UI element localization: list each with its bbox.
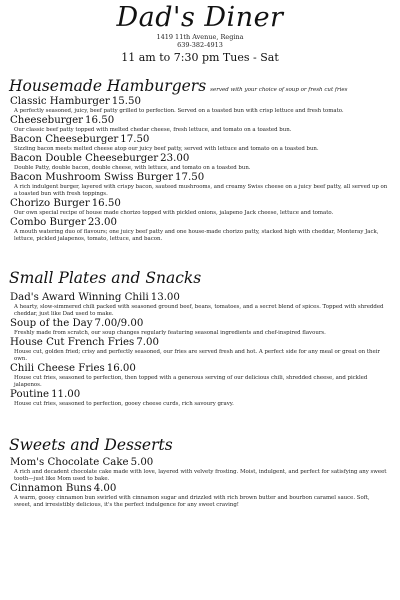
item-name: Bacon Cheeseburger	[10, 134, 119, 145]
item-description: A rich indulgent burger, layered with crispy bacon, sauteed mushrooms, and creamy Swiss cheese on a juicy beef patty, all served up on a toasted bun with fresh toppings.	[14, 184, 388, 197]
menu-item	[0, 172, 400, 198]
item-price: 7.00	[136, 337, 159, 348]
item-price: 4.00	[93, 483, 117, 494]
item-description: A hearty, slow-simmered chili packed with seasoned ground beef, beans, tomatoes, and a secret blend of spices. Topped with shredded cheddar, just like Dad used to make.	[14, 304, 384, 317]
section-title: Small Plates and Snacks	[9, 269, 202, 287]
section-header	[0, 76, 400, 96]
menu-item	[0, 363, 400, 389]
diner-hours: 11 am to 7:30 pm Tues - Sat	[121, 51, 279, 64]
item-price: 17.50	[120, 134, 150, 145]
item-description: Sizzling bacon meets melted cheese atop our juicy beef patty, served with lettuce and tomato on a toasted bun.	[14, 146, 319, 152]
item-price: 16.00	[106, 363, 136, 374]
menu-item	[0, 483, 400, 509]
item-price: 16.50	[85, 115, 115, 126]
item-name: Combo Burger	[10, 217, 86, 228]
section-desserts	[0, 435, 400, 509]
diner-title: Dad's Diner	[116, 2, 284, 33]
item-price: 13.00	[150, 292, 180, 303]
menu-item	[0, 198, 400, 217]
section-title: Sweets and Desserts	[9, 436, 173, 454]
item-description: House cut fries, seasoned to perfection, then topped with a generous serving of our delicious chili, shredded cheese, and pickled jalapenos.	[14, 375, 368, 388]
section-small-plates	[0, 268, 400, 408]
section-hamburgers	[0, 76, 400, 243]
item-description: House cut, golden fried; crisy and perfectly seasoned, our fries are served fresh and hot. A perfect side for any meal or great on their own.	[14, 349, 380, 362]
item-name: Soup of the Day	[10, 318, 93, 329]
item-name: Mom's Chocolate Cake	[10, 457, 129, 468]
diner-address: 1419 11th Avenue, Regina	[156, 33, 244, 41]
item-price: 23.00	[160, 153, 190, 164]
item-name: Dad's Award Winning Chili	[10, 292, 149, 303]
menu-item	[0, 115, 400, 134]
item-description: Double Patty, double bacon, double cheese, with lettuce, and tomato on a toasted bun.	[14, 165, 251, 171]
menu-item	[0, 217, 400, 243]
menu-item	[0, 96, 400, 115]
item-description: A rich and decadent chocolate cake made with love, layered with velvety frosting. Moist, indulgent, and perfect for satisfying any sweet tooth—just like Mom used to bake.	[14, 469, 387, 482]
item-price: 11.00	[51, 389, 81, 400]
menu-item	[0, 153, 400, 172]
item-description: Our own special recipe of house made chorizo topped with pickled onions, jalapeno Jack cheese, lettuce and tomato.	[14, 210, 334, 216]
menu-header	[0, 0, 400, 65]
item-name: Chorizo Burger	[10, 198, 90, 209]
menu-item	[0, 134, 400, 153]
section-header	[0, 435, 400, 455]
menu-item	[0, 292, 400, 318]
menu-item	[0, 337, 400, 363]
section-title: Housemade Hamburgers	[9, 77, 207, 95]
item-name: House Cut French Fries	[10, 337, 135, 348]
section-note: served with your choice of soup or fresh cut fries	[210, 87, 348, 93]
item-name: Cheeseburger	[10, 115, 84, 126]
item-price: 5.00	[130, 457, 154, 468]
item-description: Our classic beef patty topped with melted chedar cheese, fresh lettuce, and tomato on a toasted bun.	[14, 127, 292, 133]
menu-item	[0, 457, 400, 483]
item-description: A warm, gooey cinnamon bun swirled with cinnamon sugar and drizzled with rich brown butter and bourbon caramel sauce. Soft, sweet, and irresistibly delicious, it's the perfect indulgence for any sweet craving!	[14, 495, 370, 508]
item-name: Cinnamon Buns	[10, 483, 92, 494]
item-name: Poutine	[10, 389, 50, 400]
item-name: Classic Hamburger	[10, 96, 110, 107]
item-name: Chili Cheese Fries	[10, 363, 105, 374]
item-description: House cut fries, seasoned to perfection, gooey cheese curds, rich savoury gravy.	[14, 401, 234, 407]
item-price: 23.00	[87, 217, 117, 228]
item-description: A perfectly seasoned, juicy, beef patty grilled to perfection. Served on a toasted bun with crisp lettuce and fresh tomato.	[14, 108, 344, 114]
item-price: 16.50	[91, 198, 121, 209]
menu-item	[0, 318, 400, 337]
item-description: A mouth watering duo of flavours; one juicy beef patty and one house-made chorizo patty, stacked high with cheddar, Monteray Jack, lettuce, pickled jalapenos, tomato, lettuce, and bacon.	[14, 229, 379, 242]
item-description: Freshly made from scratch, our soup changes regularly featuring seasonal ingredients and chef-inspired flavours.	[14, 330, 326, 336]
item-name: Bacon Mushroom Swiss Burger	[10, 172, 174, 183]
menu-item	[0, 389, 400, 408]
section-header	[0, 268, 400, 288]
item-price: 7.00/9.00	[94, 318, 144, 329]
item-price: 15.50	[111, 96, 141, 107]
diner-phone: 639-382-4913	[177, 41, 223, 49]
item-name: Bacon Double Cheeseburger	[10, 153, 159, 164]
item-price: 17.50	[175, 172, 205, 183]
